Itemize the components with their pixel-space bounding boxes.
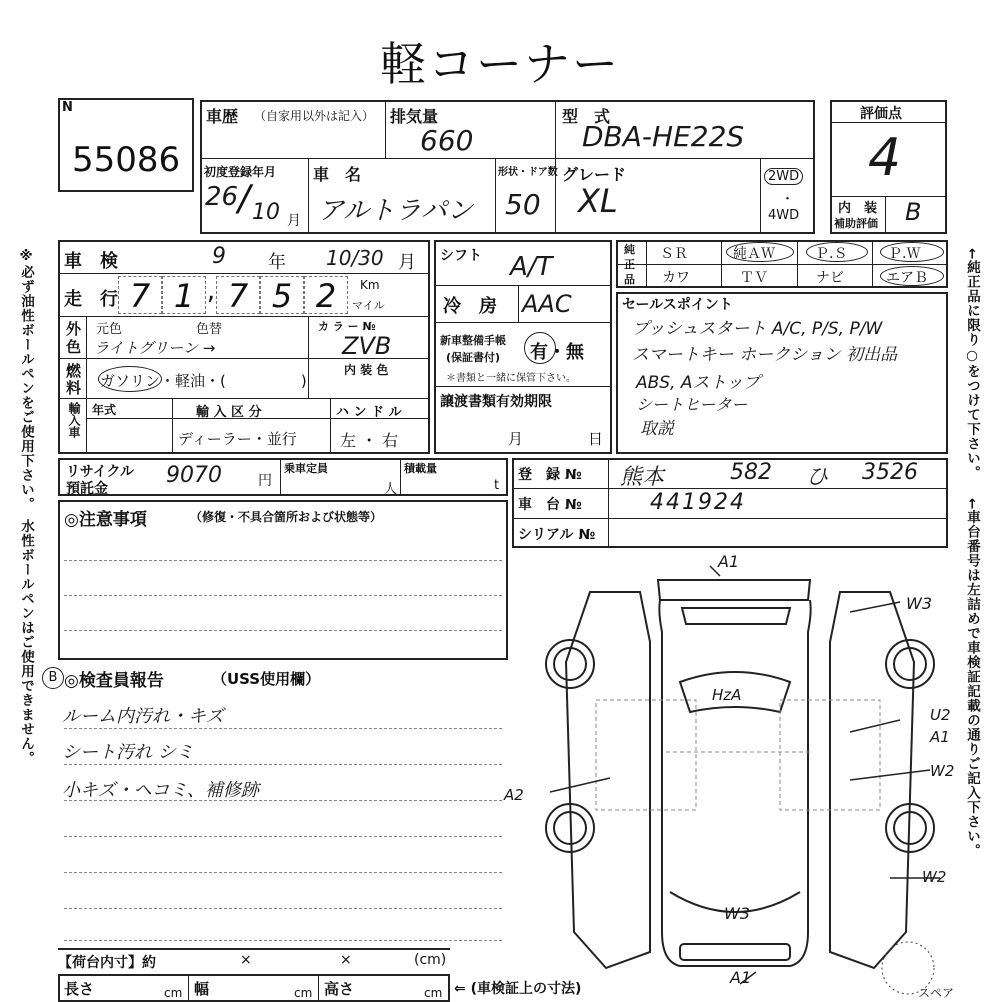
first-reg-month: 10	[252, 200, 280, 225]
sales-point-line: ABS, Aストップ	[636, 373, 761, 393]
right-margin-note-chassis: ←車台番号は左詰めで車検証記載の通りご記入下さい。	[964, 498, 980, 859]
left-margin-note: ※必ず油性ボールペンをご使用下さい。 水性ボールペンはご使用できません。	[18, 248, 34, 766]
registration-num: 3526	[862, 460, 918, 485]
genuine-item-airbag: エアＢ	[886, 270, 928, 286]
mileage-digit: 1	[162, 276, 206, 314]
interior-color-label: 内 装 色	[344, 363, 389, 377]
genuine-item-kawa: カワ	[662, 270, 690, 286]
model-label: 型 式	[562, 107, 611, 126]
inspector-line: 小キズ・ヘコミ、補修跡	[62, 780, 259, 801]
shift-label: シフト	[440, 248, 482, 264]
color-orig-label: 元色	[96, 322, 123, 337]
capacity-unit: 人	[384, 482, 398, 497]
damage-mark: HzA	[712, 686, 742, 704]
displacement-label: 排気量	[390, 107, 439, 126]
inspector-label: ◎検査員報告	[64, 671, 164, 691]
mileage-unit-mile: マイル	[352, 299, 385, 312]
corner-code: N	[62, 100, 73, 115]
color-change-label: 色替	[196, 322, 223, 337]
inspection-label: 車 検	[64, 251, 118, 272]
genuine-label-3: 品	[624, 273, 635, 286]
transfer-doc-month-unit: 月	[508, 430, 524, 448]
genuine-item-ps: Ｐ.Ｓ	[815, 246, 848, 262]
genuine-item-sr: ＳＲ	[660, 246, 688, 262]
damage-mark: W3	[906, 594, 932, 613]
mileage-digit: 7	[216, 276, 260, 314]
cargo-x1: ×	[240, 952, 252, 968]
mileage-digit: 2	[304, 276, 348, 314]
cargo-length-cm: cm	[164, 986, 183, 1000]
mileage-separator: ,	[206, 276, 216, 306]
service-book-label-2: (保証書付)	[446, 351, 501, 364]
genuine-circle-airbag	[880, 266, 944, 286]
import-year-label: 年式	[92, 403, 117, 417]
car-damage-diagram	[510, 552, 970, 1000]
recycle-unit: 円	[258, 473, 272, 489]
inspection-year: 9	[212, 244, 226, 269]
damage-mark: A2	[504, 786, 524, 804]
drive-dot: ・	[781, 192, 795, 207]
arrow-left-icon: ⇐	[454, 981, 466, 997]
score-value: 4	[868, 128, 902, 188]
interior-label-2: 補助評価	[834, 217, 878, 230]
shift-value: A/T	[510, 252, 553, 282]
grade-value: XL	[578, 182, 618, 220]
handle-label: ハ ン ド ル	[336, 405, 402, 420]
genuine-label-1: 純	[624, 243, 635, 256]
body-label: 形状・ドア数	[498, 167, 558, 178]
damage-mark: A1	[718, 552, 740, 571]
model-value: DBA-HE22S	[582, 120, 745, 153]
cargo-width-cm: cm	[294, 986, 313, 1000]
damage-mark: U2	[930, 706, 951, 724]
recycle-label-2: 預託金	[66, 481, 108, 497]
genuine-label-2: 正	[624, 258, 635, 271]
inspection-month-unit: 月	[398, 252, 416, 273]
capacity-label: 乗車定員	[284, 462, 328, 475]
cargo-height-cm: cm	[424, 986, 443, 1000]
color-code-label: カ ラ ー №	[318, 320, 376, 333]
cargo-label: 【荷台内寸】約	[58, 955, 156, 971]
service-book-options: 有・無	[530, 342, 584, 363]
sales-point-label: セールスポイント	[622, 297, 733, 313]
color-label-top: 外	[66, 320, 82, 338]
history-note: （自家用以外は記入）	[254, 109, 375, 123]
genuine-item-navi: ナビ	[816, 270, 844, 286]
service-book-selected-circle	[524, 332, 556, 364]
interior-label-1: 内 装	[838, 201, 878, 216]
damage-mark: W3	[724, 904, 750, 923]
interior-value: B	[905, 198, 922, 226]
mileage-label: 走 行	[64, 289, 118, 310]
fuel-selected-circle	[98, 366, 162, 392]
transfer-doc-label: 譲渡書類有効期限	[440, 394, 552, 410]
genuine-circle-ps	[806, 242, 868, 262]
service-book-note: ＊書類と一緒に保管下さい。	[446, 373, 576, 384]
cargo-note-text: (車検証上の寸法)	[470, 981, 582, 997]
color-value: ライトグリーン →	[94, 339, 216, 357]
first-reg-label: 初度登録年月	[204, 165, 277, 179]
genuine-circle-aw	[726, 242, 794, 262]
notes-sub: （修復・不具合箇所および状態等）	[190, 510, 383, 524]
cargo-x2: ×	[340, 952, 352, 968]
fuel-label-bottom: 料	[66, 379, 82, 397]
body-value: 50	[505, 188, 541, 221]
fuel-options: ガソリン・軽油・( )	[100, 372, 307, 390]
mileage-digit: 7	[118, 276, 162, 314]
lot-box	[58, 98, 194, 192]
service-book-label-1: 新車整備手帳	[440, 334, 506, 347]
inspection-month: 10/30	[326, 246, 384, 270]
registration-class: 582	[730, 460, 772, 485]
transfer-doc-day-unit: 日	[588, 430, 604, 448]
sales-point-line: スマートキー ホークション 初出品	[632, 345, 898, 365]
damage-mark: W2	[930, 762, 955, 780]
recycle-value: 9070	[166, 463, 222, 488]
genuine-circle-pw	[880, 242, 944, 262]
genuine-item-aw: 純ＡＷ	[733, 246, 775, 262]
inspection-year-unit: 年	[268, 252, 286, 273]
inspector-sub: （USS使用欄）	[212, 670, 321, 688]
import-label: 輸入車	[67, 402, 81, 438]
genuine-item-tv: ＴＶ	[740, 270, 768, 286]
mileage-digits	[118, 276, 348, 314]
notes-label: ◎注意事項	[64, 510, 147, 530]
aircon-label: 冷 房	[443, 296, 497, 317]
fuel-label-top: 燃	[66, 362, 82, 380]
serial-label: シリアル №	[518, 527, 596, 543]
first-reg-year: 26	[205, 182, 239, 212]
cargo-width-label: 幅	[194, 980, 210, 998]
history-label: 車歴	[206, 107, 239, 126]
registration-kana: ひ	[806, 465, 829, 490]
lot-number: 55086	[72, 140, 181, 180]
sales-point-line: 取説	[640, 419, 674, 439]
damage-mark: A1	[730, 968, 752, 987]
car-name-value: アルトラパン	[318, 196, 473, 226]
spare-label: スペア	[918, 986, 955, 1000]
load-label: 積載量	[404, 462, 437, 475]
genuine-item-pw: Ｐ.Ｗ	[888, 246, 921, 262]
car-name-label: 車 名	[313, 165, 362, 184]
aircon-value: AAC	[522, 290, 572, 318]
right-margin-note-genuine: ←純正品に限り○をつけて下さい。	[964, 248, 980, 481]
score-label: 評価点	[860, 106, 902, 122]
import-type-label: 輸 入 区 分	[196, 405, 262, 420]
sales-point-line: プッシュスタート A/C, P/S, P/W	[632, 319, 883, 339]
cargo-unit: (cm)	[414, 952, 447, 968]
drive-4wd: 4WD	[768, 208, 800, 223]
handle-options: 左 ・ 右	[340, 431, 399, 450]
cargo-length-label: 長さ	[64, 980, 95, 998]
color-code-value: ZVB	[342, 332, 392, 360]
page-title: 軽コーナー	[380, 37, 620, 91]
recycle-label-1: リサイクル	[66, 464, 135, 480]
registration-area: 熊本	[620, 465, 665, 490]
grade-label: グレード	[562, 165, 627, 184]
chassis-value: 441924	[650, 490, 746, 515]
cargo-height-label: 高さ	[324, 980, 355, 998]
registration-label: 登 録 №	[518, 467, 582, 483]
damage-mark: A1	[930, 728, 950, 746]
mileage-digit: 5	[260, 276, 304, 314]
color-label-bottom: 色	[66, 338, 82, 356]
chassis-label: 車 台 №	[518, 497, 582, 513]
inspector-line: ルーム内汚れ・キズ	[62, 706, 224, 727]
inspector-mark: B	[42, 667, 64, 689]
mileage-unit-km: Km	[360, 278, 380, 292]
inspector-line: シート汚れ シミ	[62, 742, 194, 763]
cargo-dims-grid	[58, 974, 450, 1002]
drive-2wd: 2WD	[764, 168, 803, 185]
sales-point-line: シートヒーター	[636, 395, 748, 414]
first-reg-month-unit: 月	[287, 213, 301, 229]
load-unit: t	[494, 478, 500, 493]
displacement-value: 660	[420, 124, 474, 157]
import-type-options: ディーラー・並行	[178, 430, 297, 448]
damage-mark: W2	[922, 868, 947, 886]
